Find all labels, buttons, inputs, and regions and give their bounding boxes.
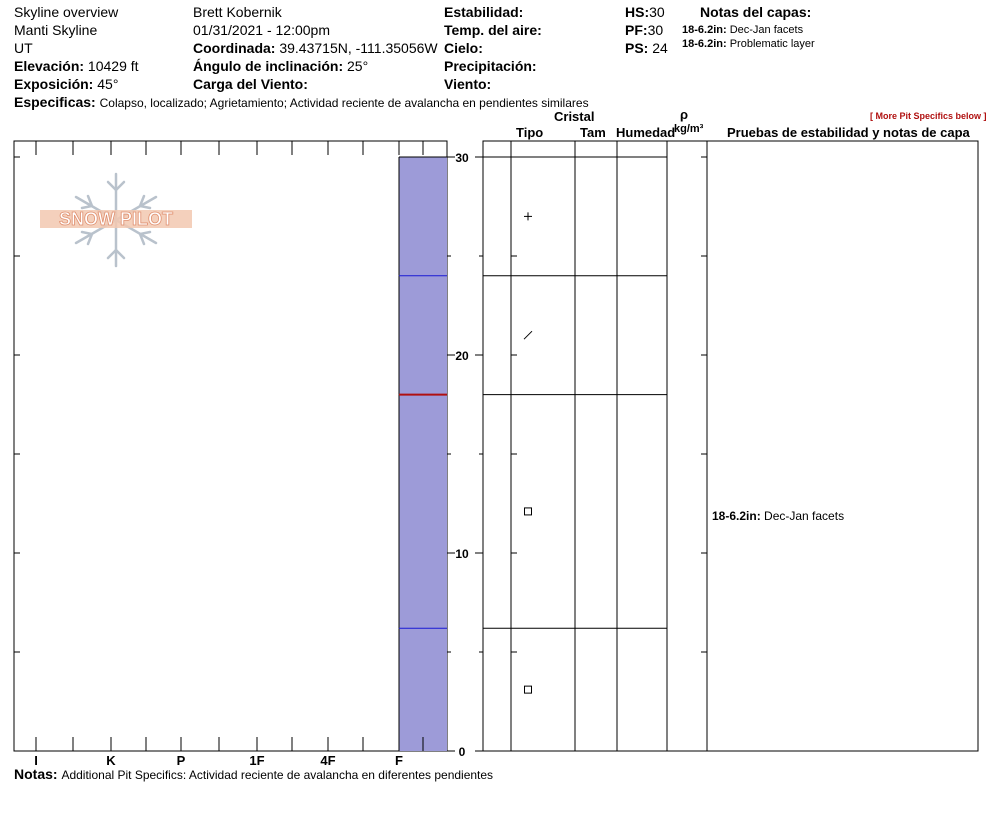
wind-label: Viento: xyxy=(444,76,492,92)
slope-value: 25° xyxy=(347,58,369,74)
depth-label: 30 xyxy=(455,151,469,165)
tests-header: Pruebas de estabilidad y notas de capa xyxy=(727,125,970,140)
hs-label: HS: xyxy=(625,4,650,20)
layer-test-note xyxy=(712,509,844,523)
hardness-plot-frame xyxy=(14,141,447,751)
footer-notes-label: Notas: xyxy=(14,766,58,782)
density-symbol: ρ xyxy=(680,107,689,122)
moisture-header: Humedad xyxy=(616,125,676,140)
depth-label: 0 xyxy=(458,745,466,759)
depth-label: 20 xyxy=(455,349,469,363)
hardness-label: P xyxy=(176,753,186,768)
elevation-label: Elevación: xyxy=(14,58,85,74)
pf-label: PF: xyxy=(625,22,648,38)
windload-label: Carga del Viento: xyxy=(193,76,308,92)
layer-bar xyxy=(399,276,447,395)
more-specifics-link[interactable]: [ More Pit Specifics below ] xyxy=(870,111,987,121)
site-name: Skyline overview xyxy=(14,4,119,20)
density-unit: kg/m³ xyxy=(674,123,704,135)
coordinate-value: 39.43715N, -111.35056W xyxy=(279,40,438,56)
precip-label: Precipitación: xyxy=(444,58,537,74)
pf-value: 30 xyxy=(647,22,664,38)
hardness-label: F xyxy=(395,753,403,768)
slope-label: Ángulo de inclinación: xyxy=(193,58,344,74)
layer-bar xyxy=(399,157,447,276)
layer-note-range: 18-6.2in: xyxy=(682,24,727,36)
aspect-value: 45° xyxy=(97,76,119,92)
faceted-symbol xyxy=(525,686,532,693)
depth-label: 10 xyxy=(455,547,469,561)
hs-value: 30 xyxy=(649,4,665,20)
hardness-label: 4F xyxy=(320,753,336,768)
layer-table-frame xyxy=(483,141,978,751)
faceted-symbol xyxy=(525,508,532,515)
layer-note-text: Problematic layer xyxy=(729,38,815,50)
crystal-header: Cristal xyxy=(554,109,595,124)
hardness-label: I xyxy=(34,753,38,768)
specifics-value: Colapso, localizado; Agrietamiento; Actividad reciente de avalancha en pendientes similares xyxy=(99,96,589,110)
decomposing-symbol xyxy=(524,331,532,339)
observation-datetime: 01/31/2021 - 12:00pm xyxy=(193,22,330,38)
elevation-value: 10429 ft xyxy=(87,58,139,74)
hardness-label: 1F xyxy=(249,753,265,768)
footer-notes-row xyxy=(14,766,493,784)
layer-note-text: Dec-Jan facets xyxy=(729,24,804,36)
aspect-label: Exposición: xyxy=(14,76,94,92)
size-header: Tam xyxy=(580,125,606,140)
hardness-label: K xyxy=(106,753,116,768)
ps-label: PS: xyxy=(625,40,649,56)
coordinate-label: Coordinada: xyxy=(193,40,276,56)
type-header: Tipo xyxy=(516,125,544,140)
stability-label: Estabilidad: xyxy=(444,4,524,20)
airtemp-label: Temp. del aire: xyxy=(444,22,542,38)
observer-name: Brett Kobernik xyxy=(193,4,282,20)
range-name: Manti Skyline xyxy=(14,22,98,38)
layer-bar xyxy=(399,628,447,751)
ps-value: 24 xyxy=(652,40,668,56)
logo-text: SNOW PILOT xyxy=(59,209,173,229)
layer-test-note-text: Dec-Jan facets xyxy=(764,509,845,523)
specifics-label: Especificas: xyxy=(14,94,96,110)
layer-bar xyxy=(399,395,447,629)
layer-notes-title: Notas del capas: xyxy=(700,4,812,20)
state-name: UT xyxy=(14,40,33,56)
footer-notes-value: Additional Pit Specifics: Actividad reciente de avalancha en diferentes pendientes xyxy=(61,768,494,782)
sky-label: Cielo: xyxy=(444,40,483,56)
layer-test-note-range: 18-6.2in: xyxy=(712,509,761,523)
layer-note-range: 18-6.2in: xyxy=(682,38,727,50)
